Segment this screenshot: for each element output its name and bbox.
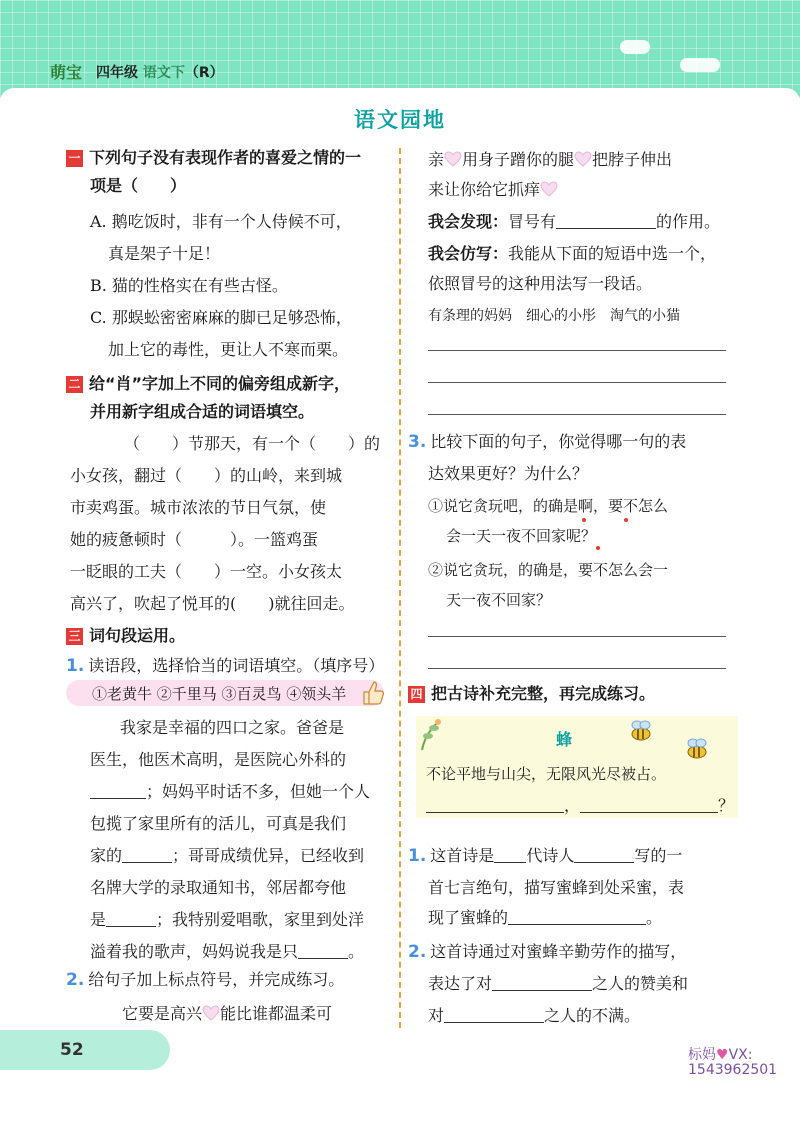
q2-sentence-a: 它要是高兴 bbox=[122, 1004, 203, 1023]
r-cont-1a: 亲 bbox=[428, 150, 445, 169]
s1-option-c: C. 那蜈蚣密密麻麻的脚已足够恐怖， bbox=[90, 308, 352, 327]
r-cont-1c: 把脖子伸出 bbox=[592, 150, 673, 169]
poem-title: 蜂 bbox=[556, 730, 573, 749]
q2-sentence-b: 能比谁都温柔可 bbox=[220, 1004, 333, 1023]
sentence-2-line2: 天一夜不回家？ bbox=[446, 591, 552, 609]
plant-icon bbox=[414, 712, 454, 752]
phrase-choices: 有条理的妈妈 细心的小彤 淘气的小猫 bbox=[428, 308, 680, 324]
page-title: 语文园地 bbox=[354, 108, 446, 132]
bee-icon bbox=[626, 718, 656, 744]
answer-blank[interactable] bbox=[90, 798, 146, 799]
poem-line: 不论平地与山尖，无限风光尽被占。 bbox=[426, 765, 667, 783]
s2-passage-4: 她的疲惫顿时（ ）。一篮鸡蛋 bbox=[70, 530, 319, 549]
q1-number: 1. bbox=[66, 656, 85, 676]
imitate-label: 我会仿写： bbox=[428, 244, 509, 263]
answer-blank[interactable] bbox=[122, 862, 172, 863]
answer-blank[interactable] bbox=[492, 990, 592, 991]
s3-para-8a: 溢着我的歌声，妈妈说我是只 bbox=[90, 942, 299, 961]
s2-q-line1: 给“肖”字加上不同的偏旁组成新字， bbox=[89, 374, 351, 393]
s3-para-2: 医生，他医术高明，是医院心外科的 bbox=[90, 750, 347, 769]
s4-q1-line2: 首七言绝句，描写蜜蜂到处采蜜，表 bbox=[428, 878, 685, 897]
column-divider bbox=[399, 148, 401, 1028]
r-cont-line1 bbox=[428, 150, 672, 170]
s3-para-8b: 。 bbox=[348, 942, 365, 961]
discover-label: 我会发现： bbox=[428, 212, 509, 231]
watermark: 标妈♥VX: 1543962501 bbox=[688, 1047, 778, 1078]
s2-passage-6: 高兴了，吹起了悦耳的( )就往回走。 bbox=[70, 594, 355, 613]
s2-q-line2: 并用新字组成合适的词语填空。 bbox=[90, 402, 315, 421]
s2-question bbox=[66, 374, 350, 394]
r-cont-line2 bbox=[428, 180, 558, 200]
watermark-line3: 1543962501 bbox=[688, 1062, 778, 1078]
q3-number: 3. bbox=[408, 432, 427, 452]
s3-title bbox=[66, 626, 185, 646]
footer-band bbox=[0, 1030, 170, 1070]
answer-blank[interactable] bbox=[556, 228, 656, 229]
heart-blank-icon[interactable] bbox=[202, 1005, 220, 1021]
s3-para-8 bbox=[90, 942, 364, 962]
s3-para-5 bbox=[90, 846, 364, 866]
writing-line[interactable] bbox=[428, 668, 726, 669]
s4-q1-line1 bbox=[408, 846, 682, 866]
r-cont-2: 来让你给它抓痒 bbox=[428, 180, 541, 199]
poem-fill-line bbox=[426, 796, 734, 816]
answer-blank[interactable] bbox=[298, 958, 348, 959]
s4-title bbox=[408, 684, 655, 704]
s4-q2-line2 bbox=[428, 974, 688, 994]
emphasis-dot bbox=[596, 546, 600, 550]
s1-option-a: A. 鹅吃饭时，非有一个人侍候不可， bbox=[90, 212, 352, 231]
header-edge bbox=[0, 88, 800, 102]
s3-para-5a: 家的 bbox=[90, 846, 123, 865]
s3-q1-text: 读语段，选择恰当的词语填空。（填序号） bbox=[88, 656, 385, 675]
q3-line2: 达效果更好？为什么？ bbox=[428, 464, 589, 483]
poem-comma: ， bbox=[564, 796, 581, 815]
s4-q2-3a: 对 bbox=[428, 1006, 445, 1025]
s4-q2-2b: 之人的赞美和 bbox=[592, 974, 689, 993]
s4-q2-3b: 之人的不满。 bbox=[544, 1006, 641, 1025]
s3-q2-sentence bbox=[122, 1004, 332, 1024]
s4-q1-3a: 现了蜜蜂的 bbox=[428, 908, 509, 927]
s3-para-5b: ；哥哥成绩优异，已经收到 bbox=[172, 846, 365, 865]
s3-para-7 bbox=[90, 910, 364, 930]
s1-option-c2: 加上它的毒性，更让人不寒而栗。 bbox=[108, 340, 349, 359]
imitate-line bbox=[428, 244, 716, 264]
sentence-1-line1: ①说它贪玩吧，的确是啊，要不怎么 bbox=[428, 497, 669, 515]
cloud-decoration bbox=[620, 40, 650, 54]
answer-blank[interactable] bbox=[574, 862, 634, 863]
section-badge-2: 二 bbox=[66, 376, 83, 393]
answer-blank[interactable] bbox=[494, 862, 526, 863]
s1-q-line1: 下列句子没有表现作者的喜爱之情的一 bbox=[89, 148, 362, 167]
header-band bbox=[0, 0, 800, 98]
thumbs-up-icon bbox=[360, 678, 384, 706]
q3-text1: 比较下面的句子，你觉得哪一句的表 bbox=[430, 432, 687, 451]
s3-q2 bbox=[66, 970, 344, 990]
subject-text: 语文下 bbox=[142, 65, 185, 81]
q2-number: 2. bbox=[66, 970, 85, 990]
s1-q-line2: 项是（ ） bbox=[90, 176, 187, 195]
word-options: ①老黄牛 ②千里马 ③百灵鸟 ④领头羊 bbox=[92, 685, 347, 703]
watermark-line2: VX: bbox=[728, 1047, 753, 1063]
s4-q1-a: 这首诗是 bbox=[430, 846, 495, 865]
emphasis-dot bbox=[624, 518, 628, 522]
discover-b: 的作用。 bbox=[656, 212, 721, 231]
poem-qmark: ？ bbox=[718, 796, 735, 815]
q3-line1 bbox=[408, 432, 686, 452]
watermark-line1: 标妈 bbox=[688, 1047, 716, 1063]
imitate-text2: 依照冒号的这种用法写一段话。 bbox=[428, 274, 653, 293]
emphasis-dot bbox=[582, 518, 586, 522]
heart-blank-icon[interactable] bbox=[574, 151, 592, 167]
s3-q1 bbox=[66, 656, 384, 676]
discover-line bbox=[428, 212, 720, 232]
s4-q2-line1 bbox=[408, 942, 686, 962]
s3-para-6: 名牌大学的录取通知书，邻居都夸他 bbox=[90, 878, 347, 897]
s1-option-b: B. 猫的性格实在有些古怪。 bbox=[90, 276, 288, 295]
imitate-text1: 我能从下面的短语中选一个， bbox=[508, 244, 717, 263]
writing-line[interactable] bbox=[428, 382, 726, 383]
section-badge-4: 四 bbox=[408, 686, 425, 703]
sentence-2-line1: ②说它贪玩，的确是，要不怎么会一 bbox=[428, 561, 669, 579]
s2-passage-1: （ ）节那天，有一个（ ）的 bbox=[124, 434, 381, 453]
s4-q1-3b: 。 bbox=[646, 908, 663, 927]
cloud-decoration bbox=[680, 58, 720, 72]
s4-q2-2a: 表达了对 bbox=[428, 974, 493, 993]
s4-q2-text: 这首诗通过对蜜蜂辛勤劳作的描写， bbox=[430, 942, 687, 961]
s1-question bbox=[66, 148, 361, 168]
s2-passage-5: 一眨眼的工夫（ ）一空。小女孩太 bbox=[70, 562, 343, 581]
discover-a: 冒号有 bbox=[508, 212, 557, 231]
s3-para-1: 我家是幸福的四口之家。爸爸是 bbox=[120, 718, 345, 737]
s1-option-a2: 真是架子十足！ bbox=[108, 244, 221, 263]
s3-para-4: 包揽了家里所有的活儿，可真是我们 bbox=[90, 814, 347, 833]
s4-q1-number: 1. bbox=[408, 846, 427, 866]
s4-q1-line3 bbox=[428, 908, 662, 928]
grade-label bbox=[96, 62, 224, 82]
s4-title-text: 把古诗补充完整，再完成练习。 bbox=[431, 684, 656, 703]
writing-line[interactable] bbox=[428, 414, 726, 415]
s3-q2-text: 给句子加上标点符号，并完成练习。 bbox=[88, 970, 345, 989]
s3-para-7b: ；我特别爱唱歌，家里到处洋 bbox=[156, 910, 365, 929]
bee-icon bbox=[680, 736, 714, 762]
grade-text: 四年级 bbox=[96, 65, 138, 81]
writing-line[interactable] bbox=[428, 636, 726, 637]
s4-q1-c: 写的一 bbox=[634, 846, 683, 865]
answer-blank[interactable] bbox=[106, 926, 156, 927]
writing-line[interactable] bbox=[428, 350, 726, 351]
s3-para-3 bbox=[90, 782, 370, 802]
edition-text: （R） bbox=[184, 65, 224, 81]
sentence-1-line2: 会一天一夜不回家呢？ bbox=[446, 527, 597, 545]
poem-blank-1[interactable] bbox=[426, 812, 564, 813]
s2-passage-2: 小女孩，翻过（ ）的山岭，来到城 bbox=[70, 466, 343, 485]
page-number: 52 bbox=[60, 1040, 84, 1060]
s4-q2-line3 bbox=[428, 1006, 640, 1026]
poem-blank-2[interactable] bbox=[580, 812, 718, 813]
r-cont-1b: 用身子蹭你的腿 bbox=[462, 150, 575, 169]
section-badge-3: 三 bbox=[66, 628, 83, 645]
s3-title-text: 词句段运用。 bbox=[89, 626, 186, 645]
s4-q1-b: 代诗人 bbox=[526, 846, 575, 865]
s4-q2-number: 2. bbox=[408, 942, 427, 962]
answer-blank[interactable] bbox=[444, 1022, 544, 1023]
s3-para-7a: 是 bbox=[90, 910, 107, 929]
section-badge-1: 一 bbox=[66, 150, 83, 167]
s2-passage-3: 市卖鸡蛋。城市浓浓的节日气氛，使 bbox=[70, 498, 327, 517]
s3-para-3-text: ；妈妈平时话不多，但她一个人 bbox=[146, 782, 371, 801]
heart-blank-icon[interactable] bbox=[444, 151, 462, 167]
heart-blank-icon[interactable] bbox=[540, 181, 558, 197]
series-logo: 萌宝 bbox=[50, 63, 83, 82]
answer-blank[interactable] bbox=[508, 924, 646, 925]
